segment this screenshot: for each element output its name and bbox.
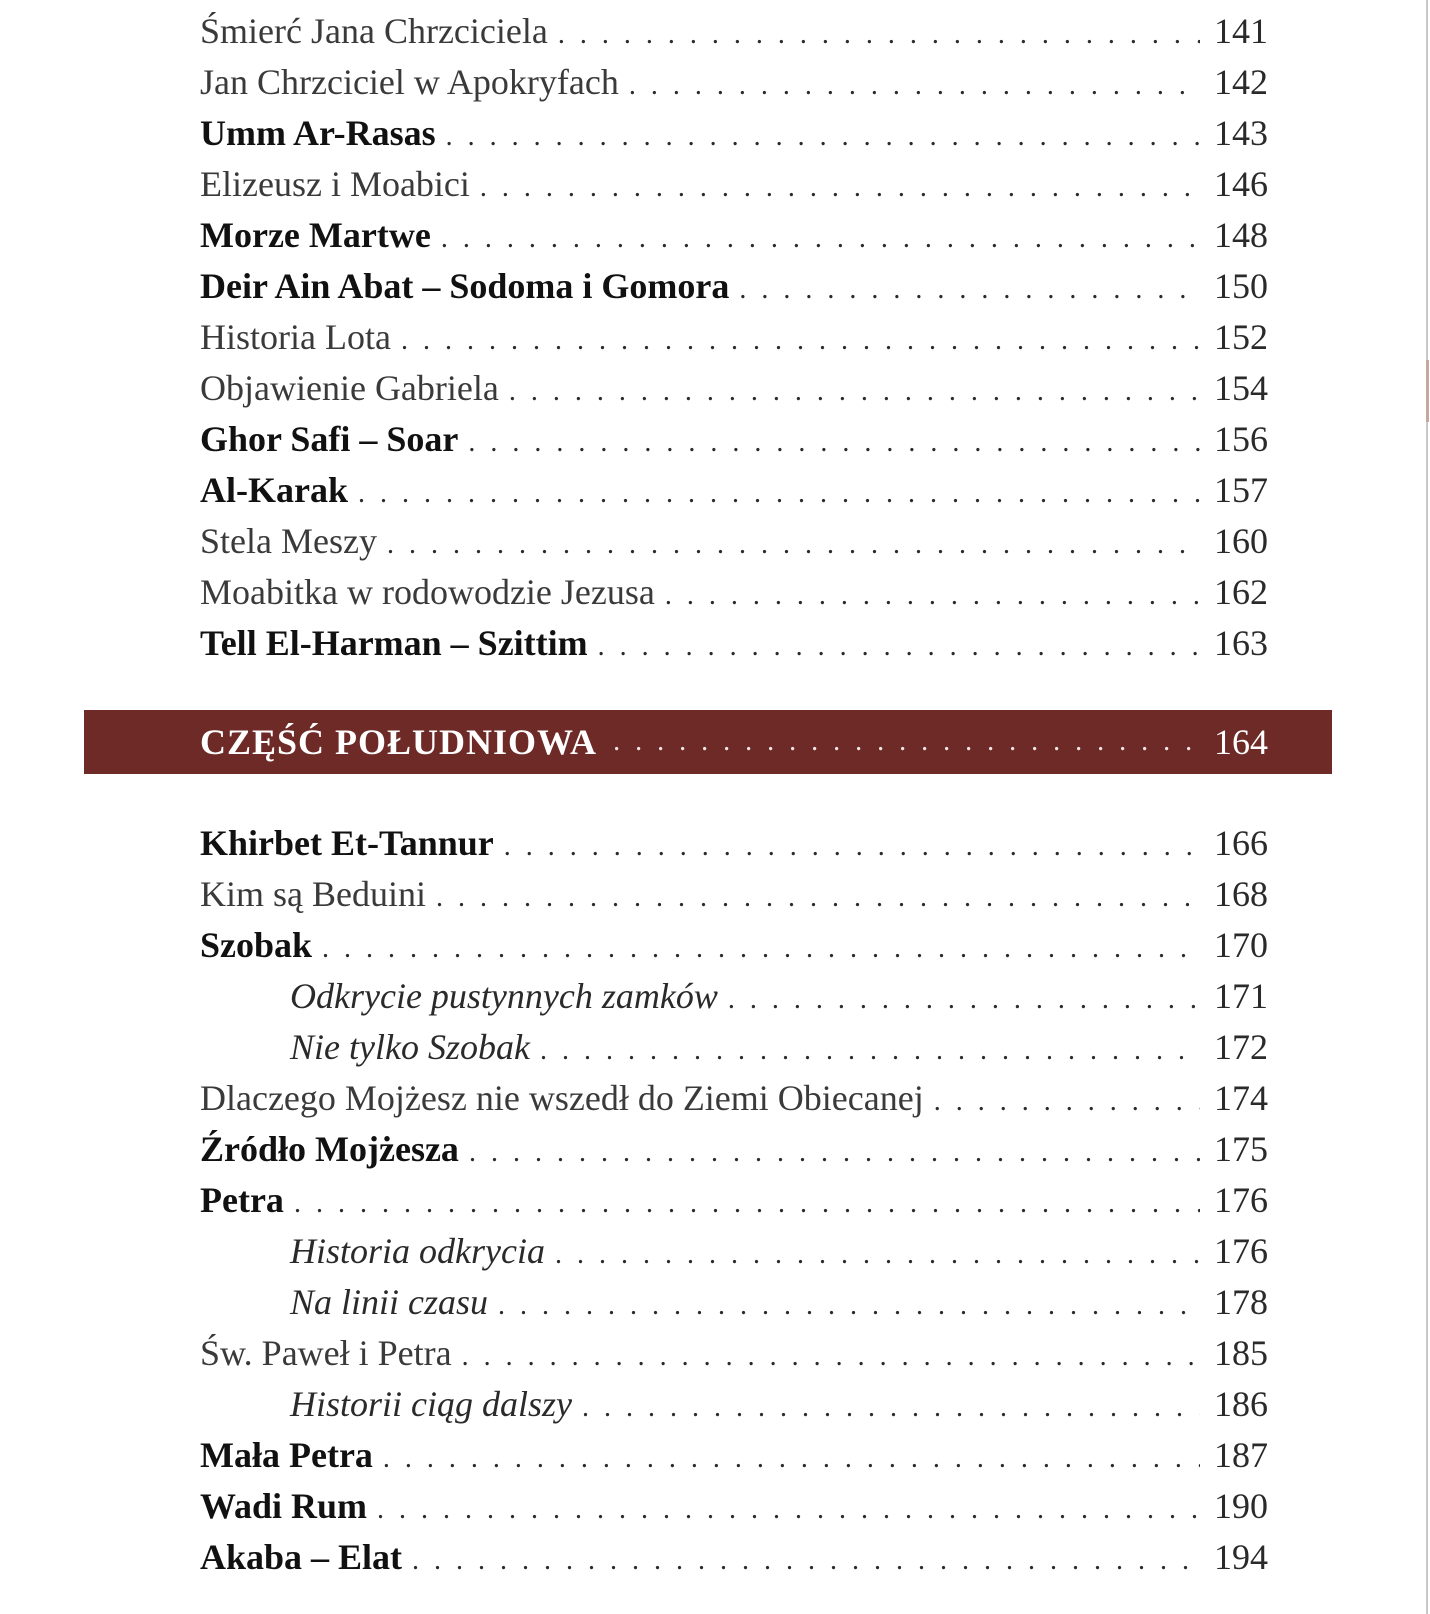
toc-entry[interactable] (200, 1124, 1268, 1175)
page-edge-line (1426, 0, 1428, 1614)
toc-entry-title: Objawienie Gabriela (200, 368, 499, 408)
toc-entry-page: 194 (1214, 1537, 1268, 1577)
dot-leader (480, 162, 1200, 213)
dot-leader (934, 1076, 1200, 1127)
toc-entry-page: 157 (1214, 470, 1268, 510)
toc-entry-page: 156 (1214, 419, 1268, 459)
toc-entry[interactable] (200, 414, 1268, 465)
toc-entry[interactable] (200, 1379, 1268, 1430)
toc-entry[interactable] (200, 869, 1268, 920)
toc-entry-page: 185 (1214, 1333, 1268, 1373)
toc-entry[interactable] (200, 1073, 1268, 1124)
toc-entry-title: Źródło Mojżesza (200, 1129, 459, 1169)
toc-entry[interactable] (200, 210, 1268, 261)
toc-entry-page: 174 (1214, 1078, 1268, 1118)
toc-entry-page: 166 (1214, 823, 1268, 863)
toc-entry-title: Deir Ain Abat – Sodoma i Gomora (200, 266, 730, 306)
toc-entry-title: Petra (200, 1180, 284, 1220)
dot-leader (613, 726, 1200, 758)
dot-leader (294, 1178, 1200, 1229)
dot-leader (446, 111, 1200, 162)
toc-entry[interactable] (200, 1328, 1268, 1379)
toc-entry[interactable] (200, 57, 1268, 108)
toc-entry-page: 162 (1214, 572, 1268, 612)
section-page: 164 (1214, 722, 1268, 762)
toc-entry-title: Al-Karak (200, 470, 348, 510)
toc-entry[interactable] (200, 971, 1268, 1022)
toc-entry[interactable] (200, 6, 1268, 57)
dot-leader (387, 519, 1200, 570)
toc-entry-page: 142 (1214, 62, 1268, 102)
dot-leader (629, 60, 1200, 111)
dot-leader (377, 1484, 1200, 1535)
toc-entry-page: 190 (1214, 1486, 1268, 1526)
toc-entry-title: Ghor Safi – Soar (200, 419, 459, 459)
toc-entry-title: Jan Chrzciciel w Apokryfach (200, 62, 619, 102)
dot-leader (582, 1382, 1200, 1433)
toc-entry[interactable] (200, 1481, 1268, 1532)
toc-entry-title: Mała Petra (200, 1435, 373, 1475)
dot-leader (665, 570, 1200, 621)
dot-leader (462, 1331, 1200, 1382)
dot-leader (509, 366, 1200, 417)
dot-leader (598, 621, 1200, 672)
toc-entry[interactable] (200, 363, 1268, 414)
toc-entry[interactable] (200, 1226, 1268, 1277)
toc-entry-page: 176 (1214, 1180, 1268, 1220)
dot-leader (728, 974, 1200, 1025)
section-heading[interactable] (200, 710, 1268, 774)
toc-entry-page: 171 (1214, 976, 1268, 1016)
toc-entry[interactable] (200, 1430, 1268, 1481)
dot-leader (739, 264, 1200, 315)
toc-entry-title: Tell El-Harman – Szittim (200, 623, 588, 663)
toc-entry-page: 178 (1214, 1282, 1268, 1322)
dot-leader (441, 213, 1200, 264)
toc-entry-page: 186 (1214, 1384, 1268, 1424)
toc-entry[interactable] (200, 159, 1268, 210)
toc-entry-page: 152 (1214, 317, 1268, 357)
toc-entry-title: Odkrycie pustynnych zamków (290, 976, 718, 1016)
dot-leader (436, 872, 1200, 923)
toc-entry-title: Św. Paweł i Petra (200, 1333, 452, 1373)
toc-entry-page: 150 (1214, 266, 1268, 306)
toc-entry[interactable] (200, 1277, 1268, 1328)
toc-entry[interactable] (200, 920, 1268, 971)
dot-leader (468, 417, 1200, 468)
page-edge-mark (1426, 360, 1429, 422)
toc-entry-title: Morze Martwe (200, 215, 431, 255)
dot-leader (383, 1433, 1200, 1484)
toc-entry[interactable] (200, 618, 1268, 669)
dot-leader (412, 1535, 1200, 1586)
toc-entry-page: 141 (1214, 11, 1268, 51)
toc-entry-title: Moabitka w rodowodzie Jezusa (200, 572, 655, 612)
dot-leader (322, 923, 1200, 974)
toc-list-top (200, 6, 1268, 669)
dot-leader (358, 468, 1200, 519)
toc-entry-title: Historia odkrycia (290, 1231, 545, 1271)
toc-entry-title: Umm Ar-Rasas (200, 113, 436, 153)
toc-entry-page: 172 (1214, 1027, 1268, 1067)
toc-entry[interactable] (200, 261, 1268, 312)
dot-leader (469, 1127, 1200, 1178)
dot-leader (558, 9, 1200, 60)
dot-leader (540, 1025, 1200, 1076)
toc-entry[interactable] (200, 1175, 1268, 1226)
toc-entry-page: 168 (1214, 874, 1268, 914)
toc-entry[interactable] (200, 567, 1268, 618)
toc-entry-title: Szobak (200, 925, 313, 965)
toc-entry-page: 143 (1214, 113, 1268, 153)
toc-entry-title: Dlaczego Mojżesz nie wszedł do Ziemi Obiecanej (200, 1078, 924, 1118)
toc-entry-title: Nie tylko Szobak (290, 1027, 530, 1067)
toc-entry-page: 175 (1214, 1129, 1268, 1169)
dot-leader (504, 821, 1200, 872)
toc-entry-title: Khirbet Et-Tannur (200, 823, 494, 863)
toc-entry[interactable] (200, 465, 1268, 516)
toc-entry[interactable] (200, 1022, 1268, 1073)
toc-entry-title: Na linii czasu (290, 1282, 489, 1322)
toc-entry-title: Historia Lota (200, 317, 391, 357)
dot-leader (498, 1280, 1200, 1331)
section-title: CZĘŚĆ POŁUDNIOWA (200, 722, 598, 762)
toc-entry-page: 163 (1214, 623, 1268, 663)
toc-entry-page: 146 (1214, 164, 1268, 204)
toc-entry-page: 154 (1214, 368, 1268, 408)
toc-entry[interactable] (200, 312, 1268, 363)
toc-entry-title: Historii ciąg dalszy (290, 1384, 573, 1424)
toc-entry-title: Akaba – Elat (200, 1537, 403, 1577)
toc-entry-title: Wadi Rum (200, 1486, 368, 1526)
dot-leader (401, 315, 1200, 366)
toc-entry-page: 160 (1214, 521, 1268, 561)
toc-entry[interactable] (200, 108, 1268, 159)
toc-entry[interactable] (200, 1532, 1268, 1583)
toc-list-bottom (200, 818, 1268, 1583)
dot-leader (555, 1229, 1200, 1280)
toc-entry-title: Stela Meszy (200, 521, 377, 561)
toc-entry[interactable] (200, 516, 1268, 567)
toc-entry[interactable] (200, 818, 1268, 869)
toc-entry-page: 148 (1214, 215, 1268, 255)
toc-entry-title: Śmierć Jana Chrzciciela (200, 11, 548, 51)
toc-entry-title: Elizeusz i Moabici (200, 164, 470, 204)
toc-entry-title: Kim są Beduini (200, 874, 426, 914)
toc-entry-page: 176 (1214, 1231, 1268, 1271)
toc-entry-page: 170 (1214, 925, 1268, 965)
toc-entry-page: 187 (1214, 1435, 1268, 1475)
